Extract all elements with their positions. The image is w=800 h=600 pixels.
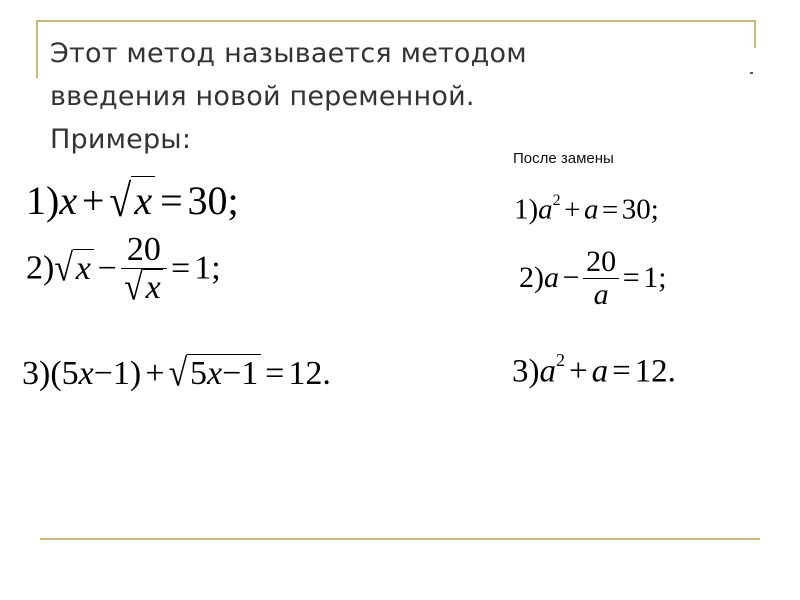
- paren-close: −1): [93, 355, 142, 392]
- left-equation-1: [26, 174, 239, 227]
- frame-left-line: [36, 20, 38, 78]
- rhs: 12.: [288, 355, 331, 392]
- minus-sign: −: [97, 249, 117, 287]
- fraction: [121, 231, 167, 309]
- paren-open: (5: [50, 355, 79, 392]
- radicand-var: x: [206, 355, 223, 392]
- radicand: x: [73, 249, 94, 288]
- square-root: [124, 265, 163, 309]
- exponent: 2: [552, 192, 561, 209]
- equals-sign: =: [612, 353, 631, 390]
- plus-sign: +: [145, 355, 165, 392]
- rhs: 12.: [634, 353, 676, 390]
- minus-sign: −: [562, 261, 580, 294]
- radicand: x: [131, 176, 155, 224]
- fraction-denominator: [121, 265, 167, 309]
- title-line-1: Этот метод называется методом: [50, 38, 527, 69]
- var-x: x: [59, 178, 78, 223]
- rhs: 1;: [643, 261, 667, 294]
- left-equation-3: [22, 354, 331, 393]
- right-equation-3: [512, 350, 676, 390]
- plus-sign: +: [564, 193, 581, 226]
- slide-title: [50, 32, 527, 161]
- var-x: x: [78, 355, 94, 392]
- radical-icon: √: [168, 352, 188, 395]
- frame-top-line: [36, 20, 756, 22]
- right-equation-2: [519, 246, 667, 310]
- radicand-tail: −1: [222, 355, 259, 392]
- radicand: x: [143, 269, 164, 306]
- frame-right-line: [754, 20, 756, 48]
- radical-icon: √: [109, 174, 132, 227]
- right-equation-1: [514, 192, 659, 227]
- square-root: [169, 354, 261, 393]
- after-substitution-label: После замены: [513, 150, 614, 167]
- title-line-3: Примеры:: [50, 124, 192, 155]
- square-root: [54, 249, 93, 288]
- eq-number: 3): [22, 355, 51, 392]
- eq-number: 2): [26, 249, 55, 287]
- rhs: 30;: [621, 193, 659, 226]
- radical-icon: √: [124, 265, 143, 309]
- var-a: a: [583, 193, 599, 226]
- radical-icon: √: [54, 247, 73, 290]
- eq-number: 2): [519, 261, 544, 294]
- equals-sign: =: [601, 193, 619, 226]
- fraction-denominator: a: [593, 277, 609, 311]
- var-a: a: [591, 353, 609, 390]
- equals-sign: =: [160, 178, 183, 223]
- plus-sign: +: [569, 353, 588, 390]
- frame-dot: [750, 72, 753, 74]
- equals-sign: =: [622, 261, 640, 294]
- exponent: 2: [556, 350, 566, 370]
- eq-number: 3): [512, 353, 540, 390]
- radicand: [187, 354, 261, 393]
- square-root: [109, 174, 155, 227]
- rhs: 30;: [187, 178, 239, 223]
- rhs: 1;: [194, 249, 221, 287]
- equals-sign: =: [265, 355, 285, 392]
- left-equation-2: [26, 231, 221, 309]
- radicand-coef: 5: [189, 355, 207, 392]
- eq-number: 1): [514, 193, 539, 226]
- plus-sign: +: [81, 178, 105, 223]
- equals-sign: =: [170, 249, 191, 287]
- fraction-numerator: 20: [121, 232, 167, 269]
- frame-bottom-line: [40, 538, 760, 540]
- eq-number: 1): [26, 178, 60, 223]
- var-a: a: [539, 353, 556, 390]
- title-line-2: введения новой переменной.: [50, 81, 475, 112]
- fraction: [583, 246, 619, 310]
- fraction-numerator: 20: [583, 246, 619, 279]
- var-a: a: [538, 193, 553, 226]
- var-a: a: [544, 261, 559, 294]
